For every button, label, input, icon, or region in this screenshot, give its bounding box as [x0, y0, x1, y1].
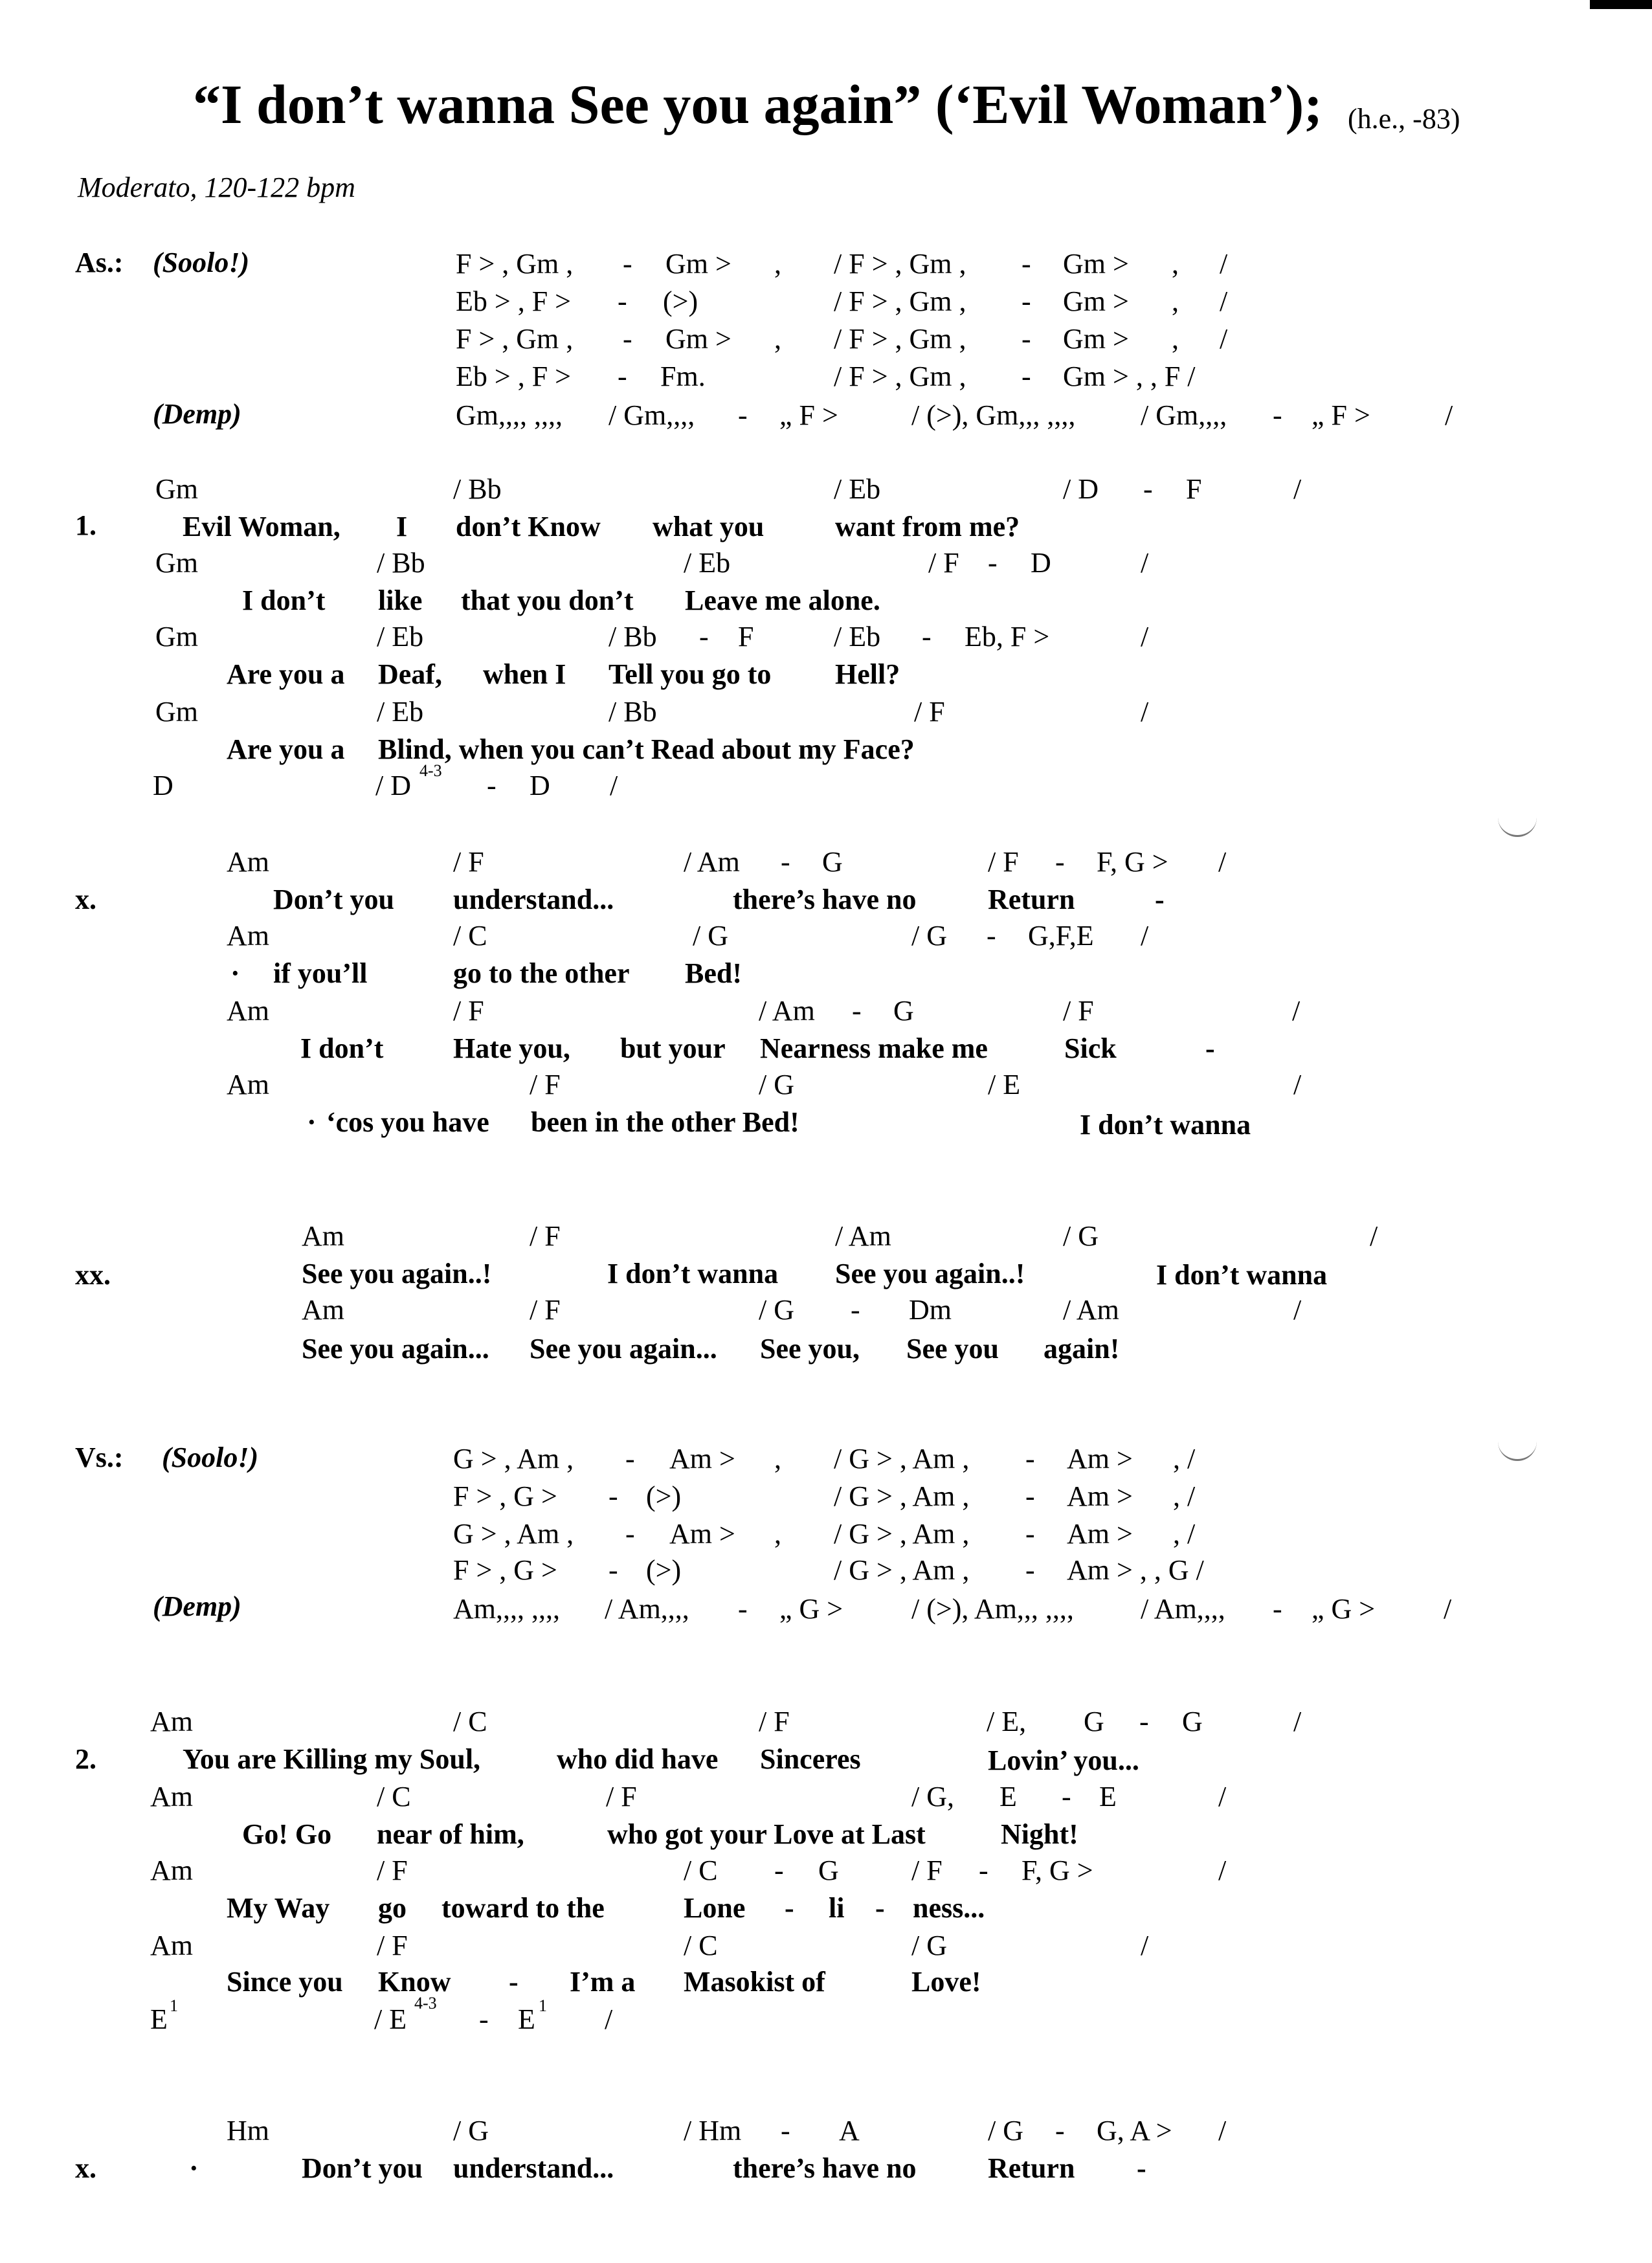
lyric: I don’t wanna	[607, 1258, 779, 1289]
chord: F > , Gm ,	[456, 248, 574, 280]
lyric: Love!	[911, 1966, 981, 1998]
chord: /	[1141, 920, 1149, 952]
lyric: Know	[378, 1966, 451, 1998]
chord: -	[1021, 285, 1031, 317]
chord: Gm	[155, 473, 198, 505]
author-note: (h.e., -83)	[1348, 103, 1460, 135]
chord: / Gm,,,,	[1141, 399, 1227, 431]
chord: /	[610, 770, 618, 801]
chord: F > , G >	[453, 1480, 557, 1512]
chord: /	[1292, 995, 1300, 1027]
chord: /	[1293, 1069, 1302, 1100]
lyric: Are you a	[227, 733, 345, 765]
chord: -	[618, 285, 627, 317]
lyric: when I	[483, 658, 566, 690]
chord: Hm	[227, 2115, 269, 2146]
chord: / C	[453, 1706, 487, 1737]
lyric: Blind, when you can’t Read about my Face?	[378, 733, 915, 765]
chord: / Eb	[377, 696, 424, 728]
lyric: -	[1205, 1032, 1215, 1064]
chord: / F	[988, 846, 1019, 878]
chord: / G	[693, 920, 728, 952]
punch-hole-mark	[1498, 1433, 1537, 1461]
chord: -	[988, 547, 998, 579]
lyric: I’m a	[570, 1966, 636, 1998]
chord: / Bb	[377, 547, 425, 579]
lyric: See you again..!	[302, 1258, 492, 1289]
chord: G	[1084, 1706, 1104, 1737]
chord: ,	[774, 1518, 781, 1550]
chord: /	[1293, 1294, 1302, 1326]
chord: -	[781, 2115, 790, 2146]
verse-number: 1.	[75, 509, 96, 541]
section-label: x.	[75, 884, 96, 915]
chord: -	[1055, 2115, 1065, 2146]
chord: G,F,E	[1028, 920, 1094, 952]
chord: / F	[453, 846, 484, 878]
chord: / F > , Gm ,	[834, 361, 966, 392]
chord: G	[818, 1855, 839, 1886]
chord: / G	[1063, 1220, 1099, 1252]
chord: Am	[150, 1855, 193, 1886]
scan-edge-mark	[1590, 0, 1652, 9]
lyric: if you’ll	[273, 957, 368, 989]
chord-superscript: 1	[539, 1996, 547, 2015]
chord: / F > , Gm ,	[834, 285, 966, 317]
chord: -	[699, 621, 709, 652]
chord: /	[1370, 1220, 1378, 1252]
chord: F, G >	[1021, 1855, 1093, 1886]
chord: /	[1445, 399, 1453, 431]
lyric: again!	[1044, 1333, 1120, 1365]
lyric: I	[396, 511, 408, 542]
chord: / F	[606, 1781, 637, 1812]
chord: Am	[227, 995, 269, 1027]
chord-superscript: 1	[170, 1996, 178, 2015]
chord: Am	[150, 1781, 193, 1812]
chord: / Am	[759, 995, 815, 1027]
solo-label: (Soolo!)	[162, 1442, 259, 1473]
chord: -	[1273, 1593, 1282, 1625]
chord: / F > , Gm ,	[834, 323, 966, 355]
demp-label: (Demp)	[153, 398, 241, 430]
chord: -	[625, 1443, 635, 1475]
chord: / D	[1063, 473, 1099, 505]
chord: / G > , Am ,	[834, 1554, 970, 1586]
chord: -	[623, 323, 632, 355]
chord: / F	[759, 1706, 790, 1737]
chord: /	[1444, 1593, 1452, 1625]
chord: / Gm,,,,	[608, 399, 695, 431]
chord: -	[851, 1294, 860, 1326]
lyric: near of him,	[377, 1818, 524, 1850]
chord: / G,	[911, 1781, 954, 1812]
chord: / G > , Am ,	[834, 1480, 970, 1512]
chord: / F	[530, 1294, 561, 1326]
lyric: li	[829, 1892, 845, 1924]
lyric: but your	[620, 1032, 726, 1064]
chord: A	[839, 2115, 860, 2146]
chord: , /	[1173, 1480, 1196, 1512]
chord: F > , G >	[453, 1554, 557, 1586]
chord: /	[1218, 2115, 1227, 2146]
lyric: go to the other	[453, 957, 630, 989]
lyric: Go! Go	[242, 1818, 332, 1850]
lyric: Nearness make me	[760, 1032, 988, 1064]
lyric: ness...	[913, 1892, 985, 1924]
lyric: I don’t	[242, 585, 326, 616]
chord: / E	[988, 1069, 1021, 1100]
chord: -	[1025, 1443, 1035, 1475]
chord: G	[1182, 1706, 1203, 1737]
lyric: See you	[906, 1333, 999, 1365]
chord-superscript: 4-3	[419, 761, 442, 780]
chord: / G	[453, 2115, 489, 2146]
chord: / C	[453, 920, 487, 952]
chord: Gm >	[1063, 285, 1129, 317]
chord: -	[979, 1855, 988, 1886]
chord: -	[618, 361, 627, 392]
chord: / Am,,,,	[605, 1593, 689, 1625]
chord: Am >	[669, 1518, 735, 1550]
lyric: Evil Woman,	[183, 511, 340, 542]
chord: / G > , Am ,	[834, 1518, 970, 1550]
lyric: Return	[988, 884, 1075, 915]
chord: / Bb	[453, 473, 502, 505]
tempo-marking: Moderato, 120-122 bpm	[78, 172, 355, 203]
chord: F, G >	[1097, 846, 1168, 878]
solo-label: (Soolo!)	[153, 247, 250, 278]
chord: /	[1141, 1930, 1149, 1961]
lyric: Lovin’ you...	[988, 1745, 1139, 1776]
chord: F	[1186, 473, 1202, 505]
chord: D	[530, 770, 550, 801]
lyric: don’t Know	[456, 511, 601, 542]
chord: Eb > , F >	[456, 285, 571, 317]
lyric: Night!	[1001, 1818, 1078, 1850]
lyric: what you	[653, 511, 765, 542]
chord: / Am	[1063, 1294, 1119, 1326]
chord: Am	[227, 846, 269, 878]
chord: Gm >	[665, 323, 731, 355]
chord: „ F >	[779, 399, 838, 431]
chord: / Bb	[608, 696, 657, 728]
chord: /	[605, 2003, 613, 2035]
chord: ,	[1172, 323, 1179, 355]
chord: -	[1021, 248, 1031, 280]
chord: / G	[759, 1294, 794, 1326]
chord: -	[487, 770, 497, 801]
chord: Am >	[669, 1443, 735, 1475]
chord: / D	[375, 770, 411, 801]
chord: -	[987, 920, 996, 952]
chord: Am	[150, 1930, 193, 1961]
chord: -	[1021, 323, 1031, 355]
chord: E	[999, 1781, 1017, 1812]
chord: / Eb	[834, 473, 881, 505]
chord: Gm > , , F /	[1063, 361, 1196, 392]
chord: / C	[377, 1781, 411, 1812]
chord: G > , Am ,	[453, 1443, 574, 1475]
chord: Gm	[155, 696, 198, 728]
chord: G, A >	[1097, 2115, 1172, 2146]
chord: D	[1031, 547, 1051, 579]
lyric: -	[509, 1966, 519, 1998]
lyric: See you again..!	[835, 1258, 1025, 1289]
chord: -	[608, 1480, 618, 1512]
lyric: like	[378, 585, 423, 616]
chord: -	[1139, 1706, 1149, 1737]
chord: Am	[227, 1069, 269, 1100]
chord: / C	[684, 1930, 718, 1961]
lyric: Tell you go to	[608, 658, 772, 690]
punch-hole-mark	[1498, 809, 1537, 837]
chord: , /	[1173, 1443, 1196, 1475]
lyric: Are you a	[227, 658, 345, 690]
chord: Gm	[155, 621, 198, 652]
lyric: Don’t you	[273, 884, 395, 915]
lyric: I don’t	[300, 1032, 384, 1064]
lyric: Since you	[227, 1966, 343, 1998]
lyric: Deaf,	[378, 658, 442, 690]
chord: / F	[1063, 995, 1094, 1027]
chord: Eb, F >	[965, 621, 1050, 652]
chord: / F	[530, 1069, 561, 1100]
chord: Gm >	[665, 248, 731, 280]
chord: -	[479, 2003, 489, 2035]
chord: Gm,,,, ,,,,	[456, 399, 563, 431]
lyric: that you don’t	[461, 585, 634, 616]
chord: / Eb	[377, 621, 424, 652]
song-title: “I don’t wanna See you again” (‘Evil Woman’);	[193, 73, 1323, 135]
chord: -	[1055, 846, 1065, 878]
chord: -	[738, 1593, 748, 1625]
chord: -	[1062, 1781, 1071, 1812]
chord: / Eb	[834, 621, 881, 652]
chord: -	[922, 621, 932, 652]
lyric: -	[1155, 884, 1165, 915]
chord: /	[1218, 1855, 1227, 1886]
chord: (>)	[646, 1554, 682, 1586]
chord: Am	[302, 1294, 344, 1326]
chord: -	[1021, 361, 1031, 392]
chord: , /	[1173, 1518, 1196, 1550]
chord: Am	[227, 920, 269, 952]
chord: Dm	[909, 1294, 952, 1326]
demp-label: (Demp)	[153, 1590, 241, 1622]
chord: /	[1218, 1781, 1227, 1812]
chord: /	[1220, 285, 1228, 317]
chord: Am	[150, 1706, 193, 1737]
chord: -	[1025, 1518, 1035, 1550]
chord: /	[1141, 547, 1149, 579]
chord: „ G >	[779, 1593, 843, 1625]
lyric: You are Killing my Soul,	[183, 1743, 481, 1775]
chord: /	[1220, 323, 1228, 355]
lyric: See you,	[760, 1333, 860, 1365]
chord: /	[1141, 696, 1149, 728]
chord: ,	[774, 1443, 781, 1475]
lyric: who did have	[557, 1743, 719, 1775]
chord: Am,,,, ,,,,	[453, 1593, 560, 1625]
chord: / F	[377, 1855, 408, 1886]
lyric: Return	[988, 2152, 1075, 2184]
lyric: See you again...	[530, 1333, 717, 1365]
chord: (>)	[663, 285, 698, 317]
chord: ,	[774, 323, 781, 355]
chord: D	[153, 770, 173, 801]
lyric: been in the other Bed!	[531, 1106, 799, 1138]
chord: / E,	[987, 1706, 1027, 1737]
chord: -	[774, 1855, 784, 1886]
lyric: ‘cos you have	[326, 1106, 489, 1138]
section-label: xx.	[75, 1259, 111, 1291]
lyric: -	[875, 1892, 885, 1924]
chord: -	[852, 995, 862, 1027]
chord: -	[738, 399, 748, 431]
chord: /	[1293, 473, 1302, 505]
lyric: Bed!	[685, 957, 742, 989]
chord: -	[623, 248, 632, 280]
chord: Am >	[1067, 1518, 1133, 1550]
chord: Fm.	[660, 361, 706, 392]
chord: -	[608, 1554, 618, 1586]
chord: / G	[911, 1930, 947, 1961]
chord: /	[1218, 846, 1227, 878]
lyric: Hate you,	[453, 1032, 570, 1064]
chord: / Am,,,,	[1141, 1593, 1225, 1625]
chord: „ F >	[1312, 399, 1370, 431]
chord: / Hm	[684, 2115, 742, 2146]
verse-number: 2.	[75, 1743, 96, 1775]
lyric: want from me?	[835, 511, 1020, 542]
chord: / G	[759, 1069, 794, 1100]
chord: /	[1220, 248, 1228, 280]
chord: Am > , , G /	[1067, 1554, 1204, 1586]
chord: / Am	[835, 1220, 891, 1252]
lyric: ·	[189, 2152, 199, 2184]
lyric: go	[378, 1892, 407, 1924]
chord: / F	[928, 547, 959, 579]
chord: /	[1293, 1706, 1302, 1737]
chord: / (>), Gm,,, ,,,,	[911, 399, 1076, 431]
chord: Gm	[155, 547, 198, 579]
lyric: Leave me alone.	[685, 585, 880, 616]
chord: / F	[453, 995, 484, 1027]
lyric: there’s have no	[733, 2152, 917, 2184]
section-label: As.:	[75, 247, 124, 278]
lyric: toward to the	[441, 1892, 605, 1924]
chord: / F	[530, 1220, 561, 1252]
lyric: Masokist of	[684, 1966, 825, 1998]
chord: / Eb	[684, 547, 731, 579]
lyric: -	[1137, 2152, 1146, 2184]
lyric: I don’t wanna	[1156, 1259, 1328, 1291]
lyric: Hell?	[835, 658, 900, 690]
chord: E	[1099, 1781, 1117, 1812]
chord: / Am	[684, 846, 740, 878]
chord: ,	[1172, 248, 1179, 280]
chord: / F	[914, 696, 945, 728]
section-label: Vs.:	[75, 1442, 124, 1473]
chord: -	[1025, 1554, 1035, 1586]
chord: / F	[377, 1930, 408, 1961]
chord: / F > , Gm ,	[834, 248, 966, 280]
chord: -	[1143, 473, 1153, 505]
chord: F > , Gm ,	[456, 323, 574, 355]
chord: /	[1141, 621, 1149, 652]
chord: Am >	[1067, 1480, 1133, 1512]
chord: (>)	[646, 1480, 682, 1512]
chord: Gm >	[1063, 248, 1129, 280]
lyric: understand...	[453, 884, 614, 915]
chord: / G > , Am ,	[834, 1443, 970, 1475]
lyric: Sick	[1064, 1032, 1117, 1064]
chord: G	[893, 995, 914, 1027]
chord: / F	[911, 1855, 943, 1886]
chord: „ G >	[1312, 1593, 1376, 1625]
chord: / G	[911, 920, 947, 952]
chord: Eb > , F >	[456, 361, 571, 392]
lyric: My Way	[227, 1892, 330, 1924]
chord: / E	[374, 2003, 407, 2035]
chord: G	[822, 846, 843, 878]
lyric: Don’t you	[302, 2152, 423, 2184]
lyric: who got your Love at Last	[607, 1818, 926, 1850]
chord: -	[1025, 1480, 1035, 1512]
chord: -	[1273, 399, 1282, 431]
chord: E	[150, 2003, 168, 2035]
chord: F	[738, 621, 754, 652]
lyric: understand...	[453, 2152, 614, 2184]
lyric: I don’t wanna	[1080, 1109, 1251, 1141]
chord: -	[781, 846, 790, 878]
lyric: there’s have no	[733, 884, 917, 915]
chord: E	[518, 2003, 535, 2035]
chord: / C	[684, 1855, 718, 1886]
chord: Gm >	[1063, 323, 1129, 355]
chord: Am >	[1067, 1443, 1133, 1475]
chord: Am	[302, 1220, 344, 1252]
chord: / G	[988, 2115, 1023, 2146]
chord: ,	[1172, 285, 1179, 317]
lyric: -	[785, 1892, 794, 1924]
chord: / (>), Am,,, ,,,,	[911, 1593, 1074, 1625]
lyric: Lone	[684, 1892, 746, 1924]
lyric: Sinceres	[760, 1743, 861, 1775]
lyric: See you again...	[302, 1333, 489, 1365]
lyric: ·	[230, 957, 240, 989]
chord: -	[625, 1518, 635, 1550]
lyric: ·	[307, 1106, 317, 1138]
chord: / Bb	[608, 621, 657, 652]
section-label: x.	[75, 2152, 96, 2184]
chord: ,	[774, 248, 781, 280]
chord-superscript: 4-3	[414, 1994, 437, 2012]
chord: G > , Am ,	[453, 1518, 574, 1550]
